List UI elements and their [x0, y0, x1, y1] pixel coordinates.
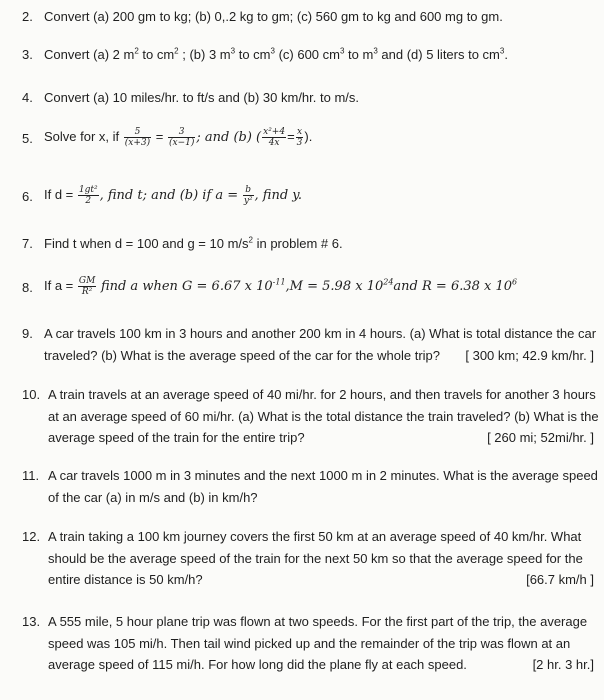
problem-number: 9.	[22, 326, 33, 341]
problem-number: 4.	[22, 90, 33, 105]
answer-key: [2 hr. 3 hr.]	[532, 657, 594, 672]
problem-number: 2.	[22, 9, 33, 24]
problem-number: 7.	[22, 236, 33, 251]
problem-text: A train taking a 100 km journey covers the first 50 km at an average speed of 40 km/hr. What should be the average speed of the train for the next 50 km so that the average speed for the entire distance is 50 km/h? [66.7 km/h ]	[48, 526, 598, 591]
fraction: $\frac{5}{(x+3)}$	[124, 127, 151, 149]
problem-text: Find t when d = 100 and g = 10 $m/s^2$ in problem # 6.	[44, 235, 343, 251]
problem-number: 12.	[22, 529, 41, 544]
answer-key: [ 300 km; 42.9 km/hr. ]	[465, 347, 594, 363]
problem-number: 11.	[22, 468, 40, 483]
problem-number: 6.	[22, 189, 33, 204]
fraction: $\frac{3}{(x-1)}$	[168, 127, 195, 149]
problem-text: Convert (a) 2 $m^2$ to $cm^2$ ; (b) 3 $m^3$ to $cm^3$ (c) 600 $cm^3$ to $m^3$ and (d) 5 liters to $cm^3$.	[44, 46, 508, 62]
problem-text: If d = $\frac{\text{1gt²}}{2}$ , find t; and (b) if a = $\frac{b}{\text{y²}}$ , find y.	[44, 185, 303, 207]
problem-text: A car travels 100 km in 3 hours and another 200 km in 4 hours. (a) What is total distance the car traveled? (b) What is the average speed of the car for the whole trip? [ 300 km; 42.9 km/hr. ]	[44, 323, 598, 366]
fraction: $\frac{b}{\text{y²}}$	[243, 185, 253, 207]
problem-text: A car travels 1000 m in 3 minutes and the next 1000 m in 2 minutes. What is the average speed of the car (a) in m/s and (b) in km/h?	[48, 468, 598, 505]
answer-key: [66.7 km/h ]	[526, 572, 594, 587]
fraction: $\frac{x}{3}$	[296, 127, 303, 149]
fraction: $\frac{\text{1gt²}}{2}$	[78, 185, 98, 207]
problem-text: If a = $\frac{GM}{\text{R²}}$ find a when G = 6.67 x $10^{-11},M = 5.98$ x $10^{24}and$ R = 6.38 x $10^6$	[44, 276, 518, 298]
problem-text: Convert (a) 200 gm to kg; (b) 0,.2 kg to gm; (c) 560 gm to kg and 600 mg to gm.	[44, 9, 503, 24]
problem-text: Solve for x, if $\frac{5}{(x+3)}$ = $\frac{3}{(x-1)}$ ; and (b) ( $\frac{\text{x²+4}}{4x}$ = $\frac{x}{3}$ ).	[44, 127, 313, 149]
problem-number: 10.	[22, 387, 41, 402]
problem-number: 3.	[22, 47, 33, 62]
fraction: $\frac{GM}{\text{R²}}$	[78, 276, 96, 298]
problem-text: A train travels at an average speed of 40 mi/hr. for 2 hours, and then travels for another 3 hours at an average speed of 60 mi/hr. (a) What is the total distance the train traveled? (b) What is the average speed of the train for the entire trip? [ 260 mi; 52mi/hr. ]	[48, 384, 598, 449]
problem-text: Convert (a) 10 miles/hr. to ft/s and (b) 30 km/hr. to m/s.	[44, 90, 360, 105]
answer-key: [ 260 mi; 52mi/hr. ]	[487, 430, 594, 445]
fraction: $\frac{\text{x²+4}}{4x}$	[263, 127, 286, 149]
problem-number: 5.	[22, 131, 33, 146]
problem-number: 8.	[22, 280, 33, 295]
problem-text: A 555 mile, 5 hour plane trip was flown at two speeds. For the first part of the trip, the average speed was 105 mi/h. Then tail wind picked up and the remainder of the trip was flown at an average speed of 115 mi/h. For how long did the plane fly at each speed. [2 hr. 3 hr.]	[48, 611, 598, 676]
problem-number: 13.	[22, 614, 41, 629]
